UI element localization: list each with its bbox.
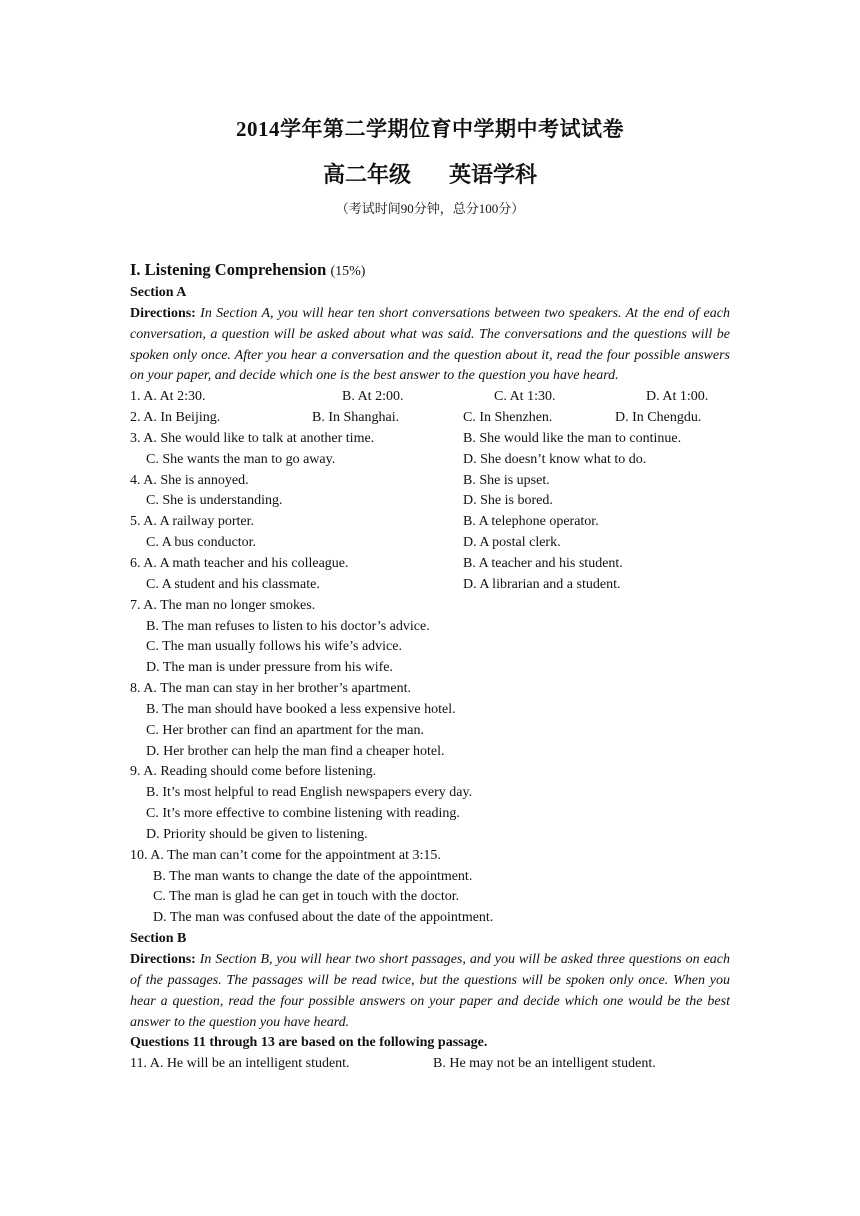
section-a-directions: [130, 304, 730, 387]
option: B. The man wants to change the date of the appointment.: [153, 868, 473, 884]
option: C. She wants the man to go away.: [146, 451, 336, 467]
question-5: [130, 512, 730, 533]
question-8: 8. A. The man can stay in her brother’s apartment.: [130, 681, 411, 697]
question-6-cont: [130, 575, 730, 596]
option: 6. A. A math teacher and his colleague.: [130, 555, 349, 571]
option: C. A student and his classmate.: [146, 576, 320, 592]
directions-label: Directions:: [130, 952, 196, 967]
option: B. A teacher and his student.: [463, 555, 623, 571]
subject-label: 英语学科: [449, 162, 538, 187]
question-4-cont: [130, 491, 730, 512]
option: C. In Shenzhen.: [463, 410, 553, 426]
part-heading: [130, 259, 730, 283]
question-1: [130, 387, 730, 408]
option: 1. A. At 2:30.: [130, 389, 206, 405]
option: 2. A. In Beijing.: [130, 410, 221, 426]
part-score: (15%): [330, 264, 366, 279]
option: B. He may not be an intelligent student.: [433, 1056, 656, 1072]
option: C. Her brother can find an apartment for the man.: [146, 722, 424, 738]
question-11: [130, 1054, 730, 1075]
option: B. She would like the man to continue.: [463, 430, 682, 446]
option: 3. A. She would like to talk at another time.: [130, 430, 375, 446]
grade-label: 高二年级: [322, 162, 411, 187]
directions-label: Directions:: [130, 305, 196, 321]
question-7: 7. A. The man no longer smokes.: [130, 597, 316, 613]
directions-text: In Section A, you will hear ten short conversations between two speakers. At the end of each conversation, a question will be asked about what was said. The conversations and the questions will be spoken only once. After you hear a conversation and the question about it, read the four possible answers on your paper, and decide which one is the best answer to the question you have heard.: [130, 305, 730, 384]
exam-content: [130, 259, 730, 1075]
section-a-heading: Section A: [130, 285, 187, 300]
question-6: [130, 554, 730, 575]
question-9: 9. A. Reading should come before listening.: [130, 764, 377, 780]
option: B. It’s most helpful to read English newspapers every day.: [146, 785, 473, 801]
exam-title: 2014学年第二学期位育中学期中考试试卷: [236, 117, 624, 141]
option: B. The man refuses to listen to his doctor’s advice.: [146, 618, 430, 634]
option: D. In Chengdu.: [615, 410, 702, 426]
option: B. At 2:00.: [342, 389, 404, 405]
option: C. A bus conductor.: [146, 535, 257, 551]
question-5-cont: [130, 533, 730, 554]
option: 5. A. A railway porter.: [130, 514, 255, 530]
option: D. The man was confused about the date of the appointment.: [153, 910, 494, 926]
section-b-directions: [130, 950, 730, 1033]
option: C. She is understanding.: [146, 493, 283, 509]
option: B. She is upset.: [463, 472, 550, 488]
part-title: I. Listening Comprehension: [130, 260, 327, 279]
option: C. The man is glad he can get in touch with the doctor.: [153, 889, 460, 905]
grade-subject: [0, 158, 860, 189]
option: D. Her brother can help the man find a cheaper hotel.: [146, 743, 445, 759]
question-3-cont: [130, 450, 730, 471]
option: 4. A. She is annoyed.: [130, 472, 249, 488]
exam-info: （考试时间90分钟，总分100分）: [335, 201, 525, 216]
option: D. A librarian and a student.: [463, 576, 621, 592]
passage-note: Questions 11 through 13 are based on the following passage.: [130, 1035, 488, 1051]
option: D. She doesn’t know what to do.: [463, 451, 647, 467]
question-3: [130, 429, 730, 450]
section-b-heading: Section B: [130, 931, 187, 947]
option: C. The man usually follows his wife’s advice.: [146, 639, 402, 655]
option: D. Priority should be given to listening.: [146, 826, 368, 842]
option: D. A postal clerk.: [463, 535, 561, 551]
option: D. The man is under pressure from his wife.: [146, 660, 394, 676]
option: C. It’s more effective to combine listening with reading.: [146, 806, 460, 822]
option: D. At 1:00.: [646, 389, 709, 405]
option: C. At 1:30.: [494, 389, 556, 405]
question-4: [130, 471, 730, 492]
directions-text: In Section B, you will hear two short passages, and you will be asked three questions on each of the passages. The passages will be read twice, but the questions will be spoken only once. When you hear a question, read the four possible answers on your paper and decide which one would be the best answer to the question you have heard.: [130, 952, 731, 1030]
option: D. She is bored.: [463, 493, 553, 509]
option: 11. A. He will be an intelligent student.: [130, 1056, 350, 1072]
option: B. The man should have booked a less expensive hotel.: [146, 701, 456, 717]
option: B. In Shanghai.: [312, 410, 400, 426]
option: B. A telephone operator.: [463, 514, 599, 530]
question-2: [130, 408, 730, 429]
question-10: 10. A. The man can’t come for the appointment at 3:15.: [130, 847, 441, 863]
